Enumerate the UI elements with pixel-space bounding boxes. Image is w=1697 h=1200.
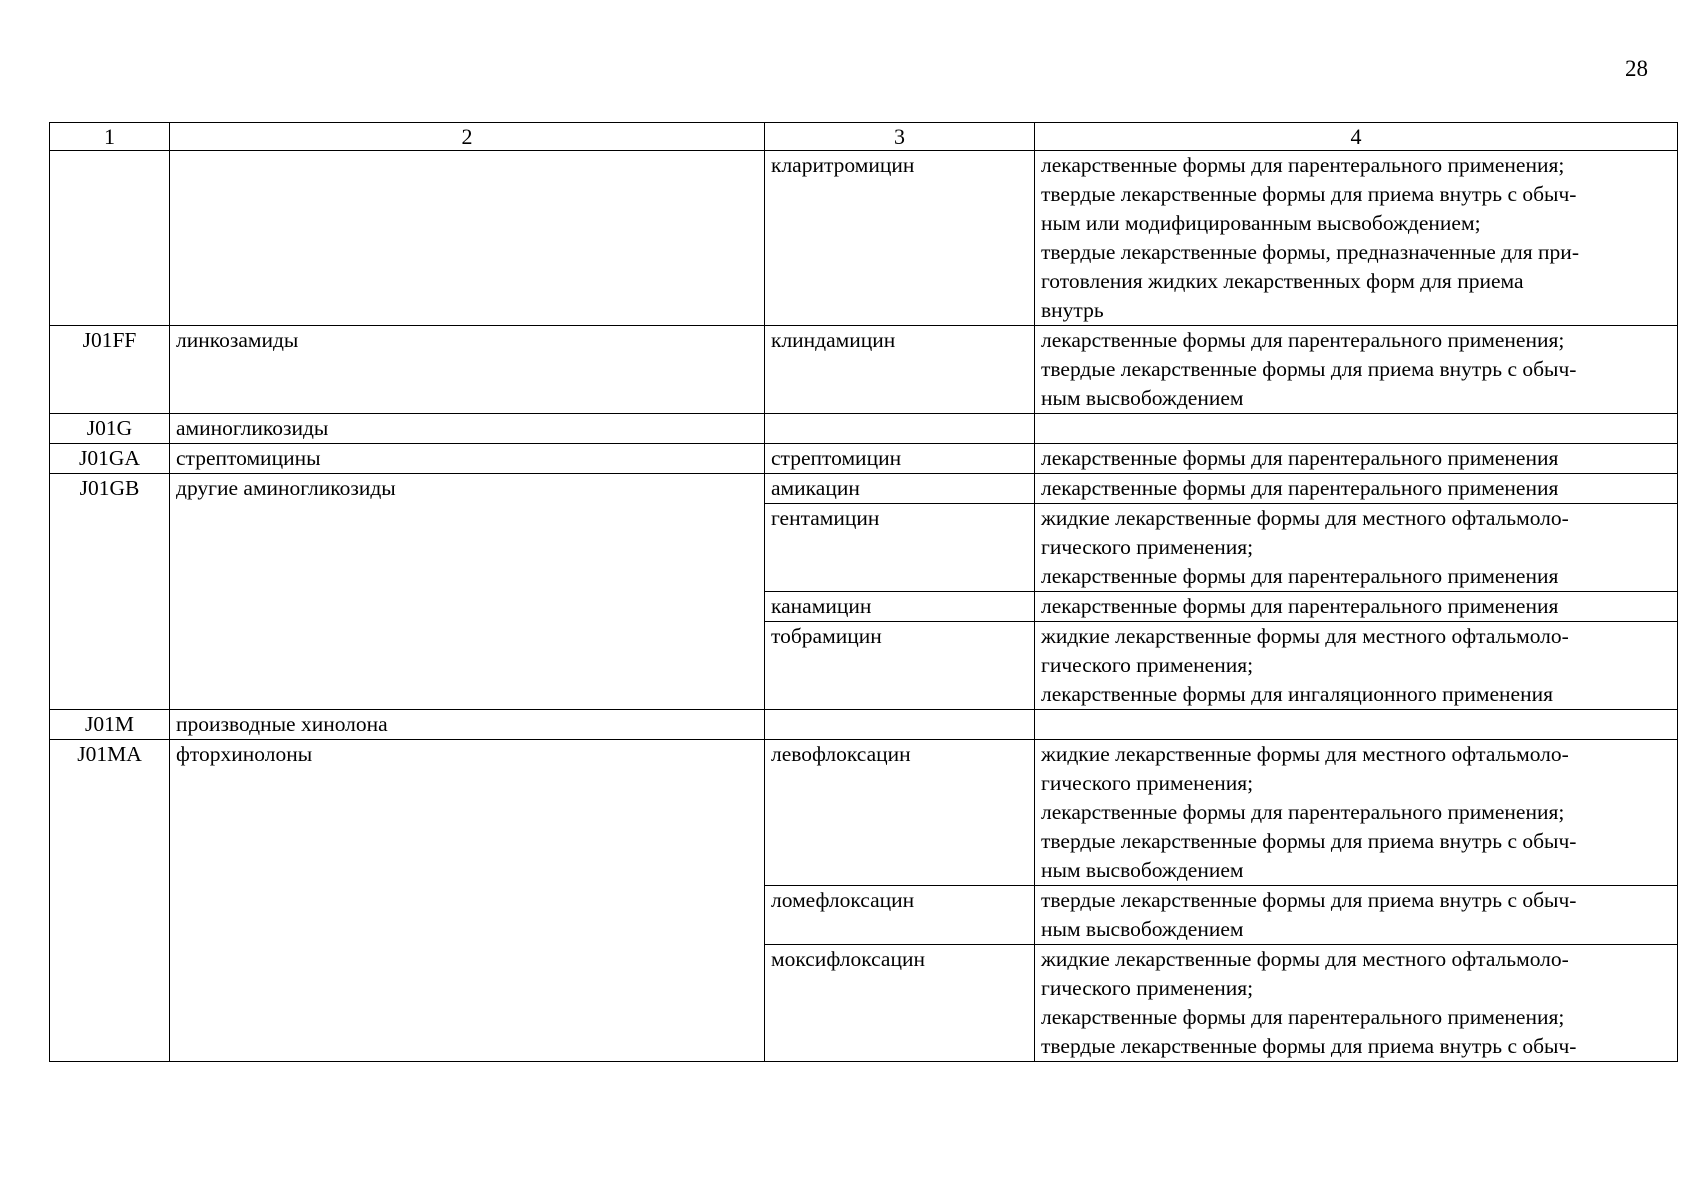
- dosage-form-line: твердые лекарственные формы для приема внутрь с обыч-: [1041, 182, 1577, 206]
- group-name-cell: линкозамиды: [170, 326, 765, 414]
- group-name-cell: фторхинолоны: [170, 740, 765, 1062]
- table-row: [50, 151, 1678, 326]
- dosage-form-cell: [1035, 592, 1678, 622]
- dosage-form-line: ным или модифицированным высвобождением;: [1041, 211, 1481, 235]
- dosage-form-cell: [1035, 444, 1678, 474]
- drug-name-cell: тобрамицин: [765, 622, 1035, 710]
- table-row: [50, 474, 1678, 504]
- group-name-cell: другие аминогликозиды: [170, 474, 765, 710]
- atc-code-cell: J01M: [50, 710, 170, 740]
- table-row: [50, 444, 1678, 474]
- table-row: [50, 740, 1678, 886]
- dosage-form-line: лекарственные формы для парентерального применения: [1041, 476, 1559, 500]
- drug-name-cell: стрептомицин: [765, 444, 1035, 474]
- table-row: [50, 710, 1678, 740]
- dosage-form-line: гического применения;: [1041, 771, 1254, 795]
- page-number: 28: [1625, 56, 1648, 81]
- column-header: 3: [765, 123, 1035, 151]
- dosage-form-line: твердые лекарственные формы для приема внутрь с обыч-: [1041, 888, 1577, 912]
- atc-code-cell: J01GA: [50, 444, 170, 474]
- dosage-form-line: ным высвобождением: [1041, 858, 1244, 882]
- drug-name-cell: гентамицин: [765, 504, 1035, 592]
- dosage-form-line: гического применения;: [1041, 535, 1254, 559]
- dosage-form-cell: [1035, 622, 1678, 710]
- group-name-cell: стрептомицины: [170, 444, 765, 474]
- atc-code-cell: J01MA: [50, 740, 170, 1062]
- dosage-form-cell: [1035, 414, 1678, 444]
- drug-table: [49, 122, 1678, 1062]
- dosage-form-line: твердые лекарственные формы для приема внутрь с обыч-: [1041, 829, 1577, 853]
- dosage-form-line: жидкие лекарственные формы для местного офтальмоло-: [1041, 947, 1569, 971]
- atc-code-cell: J01G: [50, 414, 170, 444]
- dosage-form-line: твердые лекарственные формы для приема внутрь с обыч-: [1041, 357, 1577, 381]
- table-row: [50, 414, 1678, 444]
- dosage-form-cell: [1035, 886, 1678, 945]
- atc-code-cell: J01FF: [50, 326, 170, 414]
- group-name-cell: производные хинолона: [170, 710, 765, 740]
- drug-name-cell: ломефлоксацин: [765, 886, 1035, 945]
- atc-code-cell: [50, 151, 170, 326]
- dosage-form-line: лекарственные формы для парентерального применения;: [1041, 153, 1565, 177]
- dosage-form-line: гического применения;: [1041, 653, 1254, 677]
- table-header-row: [50, 123, 1678, 151]
- dosage-form-line: лекарственные формы для парентерального применения: [1041, 564, 1559, 588]
- column-header: 1: [50, 123, 170, 151]
- group-name-cell: [170, 151, 765, 326]
- drug-name-cell: моксифлоксацин: [765, 945, 1035, 1062]
- dosage-form-cell: [1035, 740, 1678, 886]
- drug-name-cell: амикацин: [765, 474, 1035, 504]
- column-header: 2: [170, 123, 765, 151]
- dosage-form-line: лекарственные формы для парентерального применения;: [1041, 1005, 1565, 1029]
- dosage-form-line: готовления жидких лекарственных форм для приема: [1041, 269, 1524, 293]
- table-row: [50, 326, 1678, 414]
- drug-name-cell: [765, 710, 1035, 740]
- drug-name-cell: левофлоксацин: [765, 740, 1035, 886]
- dosage-form-line: ным высвобождением: [1041, 917, 1244, 941]
- atc-code-cell: J01GB: [50, 474, 170, 710]
- dosage-form-line: лекарственные формы для ингаляционного применения: [1041, 682, 1554, 706]
- group-name-cell: аминогликозиды: [170, 414, 765, 444]
- dosage-form-line: твердые лекарственные формы, предназначенные для при-: [1041, 240, 1579, 264]
- dosage-form-line: лекарственные формы для парентерального применения;: [1041, 800, 1565, 824]
- drug-name-cell: кларитромицин: [765, 151, 1035, 326]
- dosage-form-line: внутрь: [1041, 298, 1104, 322]
- dosage-form-line: жидкие лекарственные формы для местного офтальмоло-: [1041, 624, 1569, 648]
- dosage-form-cell: [1035, 151, 1678, 326]
- column-header: 4: [1035, 123, 1678, 151]
- dosage-form-line: гического применения;: [1041, 976, 1254, 1000]
- dosage-form-line: лекарственные формы для парентерального применения: [1041, 446, 1559, 470]
- dosage-form-line: ным высвобождением: [1041, 386, 1244, 410]
- drug-name-cell: канамицин: [765, 592, 1035, 622]
- dosage-form-cell: [1035, 710, 1678, 740]
- dosage-form-cell: [1035, 326, 1678, 414]
- dosage-form-line: лекарственные формы для парентерального применения: [1041, 594, 1559, 618]
- dosage-form-cell: [1035, 945, 1678, 1062]
- dosage-form-cell: [1035, 474, 1678, 504]
- dosage-form-line: жидкие лекарственные формы для местного офтальмоло-: [1041, 742, 1569, 766]
- dosage-form-line: лекарственные формы для парентерального применения;: [1041, 328, 1565, 352]
- drug-name-cell: [765, 414, 1035, 444]
- drug-name-cell: клиндамицин: [765, 326, 1035, 414]
- dosage-form-line: твердые лекарственные формы для приема внутрь с обыч-: [1041, 1034, 1577, 1058]
- dosage-form-cell: [1035, 504, 1678, 592]
- dosage-form-line: жидкие лекарственные формы для местного офтальмоло-: [1041, 506, 1569, 530]
